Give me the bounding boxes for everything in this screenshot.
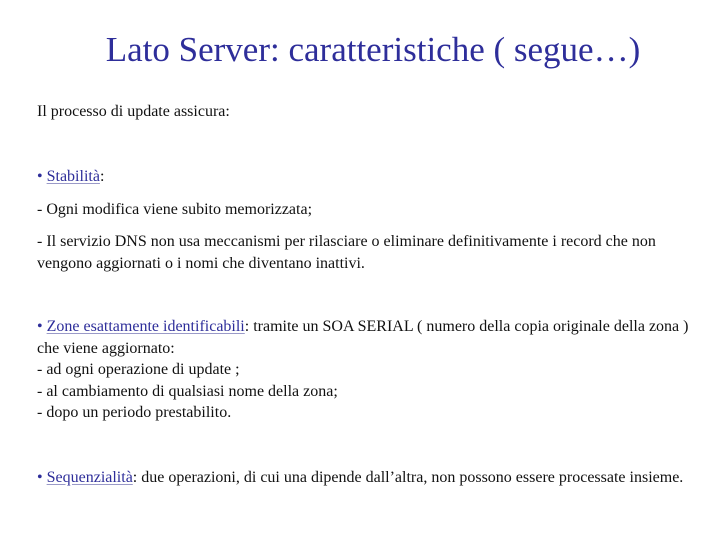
bullet-icon: • xyxy=(37,168,43,185)
bullet-stability xyxy=(37,166,697,188)
bullet-sequential xyxy=(37,467,697,489)
bullet-icon: • xyxy=(37,469,43,486)
stability-point-2: - Il servizio DNS non usa meccanismi per rilasciare o eliminare definitivamente i record che non vengono aggiornati o i nomi che diventano inattivi. xyxy=(37,233,656,272)
sequential-text: : due operazioni, di cui una dipende dall’altra, non possono essere processate insieme. xyxy=(132,469,684,486)
bullet-icon: • xyxy=(37,318,43,335)
bullet-zones xyxy=(37,316,697,424)
stability-colon: : xyxy=(99,168,105,185)
sequential-term: Sequenzialità xyxy=(46,469,133,486)
zones-term: Zone esattamente identificabili xyxy=(46,318,245,335)
zones-text: : tramite un SOA SERIAL ( numero della copia originale della zona ) che viene aggiornato: - ad ogni operazione di update ; - al cambiamento di qualsiasi nome della zona; - dopo un periodo prestabilito. xyxy=(37,318,689,421)
stability-term: Stabilità xyxy=(46,168,100,185)
stability-point-1: - Ogni modifica viene subito memorizzata; xyxy=(37,201,313,218)
slide-title: Lato Server: caratteristiche ( segue…) xyxy=(105,30,641,69)
intro-text: Il processo di update assicura: xyxy=(37,103,230,120)
